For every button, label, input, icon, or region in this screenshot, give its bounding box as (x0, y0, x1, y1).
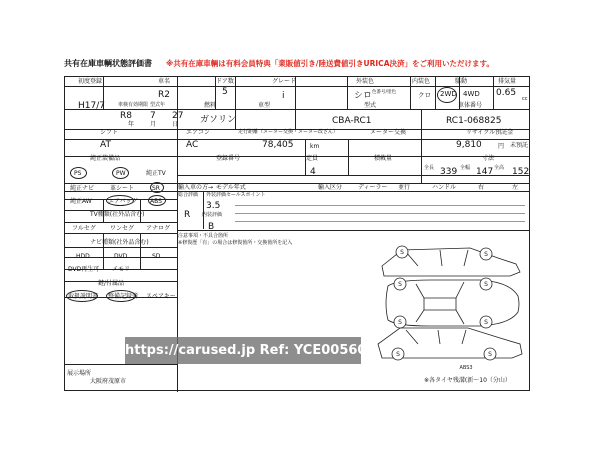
label-shift: シフト (100, 129, 119, 136)
value-drive-4wd: 4WD (463, 90, 480, 98)
label-notes: 注意事項・不具合箇所 (178, 233, 229, 239)
value-inspection-day: 27 (172, 111, 184, 121)
label-load: 積載量 (374, 155, 393, 162)
label-import-class: 輸入区分 (318, 184, 343, 191)
label-ac: エアコン (186, 129, 210, 136)
report-title: 共有在庫車輌状態評価書 (64, 59, 152, 68)
label-equipment: 純正装備品 (90, 155, 121, 162)
label-car-name: 車名 (158, 78, 171, 85)
label-body-type: 車型 (258, 102, 271, 109)
label-dims: 寸法 (482, 155, 495, 162)
equip-abs: ABS (150, 198, 162, 205)
key-record: 整備記録簿 (108, 293, 139, 300)
navi-hdd: HDD (76, 253, 90, 260)
label-display: 展示場所 (67, 370, 92, 377)
equip-ps: PS (74, 170, 82, 177)
label-handle: ハンドル (432, 184, 457, 191)
label-import-type: 輸入車の方→ (178, 184, 214, 191)
value-recycle-unit: 円 (498, 143, 505, 150)
tv-one: ワンセグ (110, 225, 135, 232)
label-inspection: 車検有効期限 (118, 102, 149, 108)
tire-mark-3: S (398, 281, 402, 288)
label-tv-types: TV種類(社外品含む) (90, 211, 145, 218)
value-grade: i (282, 91, 285, 101)
value-displacement-unit: cc (522, 96, 528, 102)
member-notice: ※共有在庫車輌は有料会員特典「業販値引き/陸送費値引きURICA決済」をご利用いただけます。 (166, 59, 494, 68)
tv-full: フルセグ (72, 225, 96, 232)
label-doors: ドア数 (216, 78, 234, 85)
value-model: CBA-RC1 (332, 116, 372, 126)
tire-mark-2: S (484, 251, 488, 258)
key-spare: スペアキー (146, 293, 176, 300)
label-ext-eval: 外装評価 (206, 192, 227, 198)
label-first-reg: 初度登録 (78, 78, 103, 85)
label-unit-yen: 未預託 (510, 142, 529, 149)
label-dealer: ディーラー (358, 184, 388, 191)
value-fuel: ガソリン (200, 115, 237, 125)
value-inspection-era: R8 (120, 111, 132, 121)
label-right: 右 (478, 184, 485, 191)
label-grade: グレード (272, 78, 297, 85)
label-drive: 駆動 (455, 78, 468, 85)
value-ac: AC (186, 140, 199, 150)
label-month-suffix: 月 (150, 121, 157, 128)
label-model-year: 型式年 (150, 102, 166, 108)
label-mileage: 走行距離（メーター交換・メーター改ざん） (238, 129, 339, 135)
value-inspection-month: 7 (150, 111, 156, 121)
value-dim-length: 339 (440, 167, 458, 177)
value-doors: 5 (222, 87, 228, 97)
key-manual: 取扱説明書 (68, 293, 99, 300)
value-displacement: 0.65 (496, 88, 517, 98)
label-fuel: 燃料 (204, 102, 217, 109)
label-int-eval: 内装評価 (202, 212, 223, 218)
abs-damage-label: ABS3 (459, 365, 473, 371)
tire-mark-1: S (400, 249, 404, 256)
label-model: 型式 (364, 102, 377, 109)
value-capacity: 4 (310, 167, 316, 177)
label-ext-color: 外装色 (356, 78, 375, 85)
equip-airbag: エアバッグ (108, 198, 138, 205)
value-dim-width: 147 (476, 167, 494, 177)
label-dim-height: 全高 (494, 165, 505, 171)
tire-mark-5: S (398, 319, 402, 326)
label-recycle-fee: リサイクル預託金 (466, 129, 514, 136)
value-drive-2wd: 2WD (440, 90, 457, 98)
label-reg-no: 登録番号 (216, 155, 241, 162)
value-ext-color: シロ (354, 91, 373, 101)
label-int-color: 内装色 (412, 78, 431, 85)
label-left: 左 (512, 184, 519, 191)
equip-tv: 純正TV (146, 170, 166, 177)
value-ext-eval: R (184, 210, 191, 220)
tire-mark-4: S (484, 281, 488, 288)
tire-mark-8: S (488, 351, 492, 358)
tire-mark-6: S (484, 319, 488, 326)
label-capacity: 定員 (306, 155, 319, 162)
label-year-suffix: 年 (128, 121, 135, 128)
label-color-no: 色番号/塗色 (372, 90, 397, 95)
value-eval-score: 3.5 (206, 201, 221, 211)
equip-sr: SR (152, 185, 160, 192)
label-note-detail: ※修復歴「有」の場合は修復箇所・交換箇所を記入 (178, 240, 293, 246)
label-model-change: モデル年式 (216, 184, 246, 191)
label-day-suffix: 日 (172, 121, 179, 128)
value-int-color: クロ (418, 91, 431, 99)
value-car-name: R2 (158, 90, 170, 100)
label-tire-note: ※各タイヤ残溝(新～10（分山） (424, 377, 511, 384)
navi-sd: SD (152, 253, 161, 260)
value-int-eval: B (208, 222, 215, 232)
navi-dvd: DVD (114, 253, 128, 260)
vehicle-damage-diagram (360, 236, 530, 386)
equip-navi: 純正ナビ (70, 185, 95, 192)
label-eval-score: 総合評価 (178, 192, 199, 198)
tv-analog: アナログ (146, 225, 171, 232)
equip-pw: PW (116, 170, 126, 177)
label-meter-exchange: メーター交換 (370, 129, 407, 136)
navi-memory: メモリ (112, 266, 131, 273)
value-display: 大阪府茂原市 (90, 378, 127, 385)
value-first-reg: H17/7 (78, 101, 105, 111)
label-parallel: 並行 (398, 184, 411, 191)
label-keys: 鍵/付属品 (98, 280, 125, 287)
value-dim-height: 152 (512, 167, 530, 177)
value-chassis-no: RC1-068825 (446, 116, 502, 126)
value-recycle-fee: 9,810 (456, 140, 482, 150)
label-displacement: 排気量 (498, 78, 517, 85)
value-mileage: 78,405 (262, 140, 294, 150)
navi-dvd-play: DVD再生可 (68, 266, 100, 273)
label-chassis-no: 車体番号 (458, 102, 483, 109)
label-dim-length: 全長 (424, 165, 435, 171)
equip-leather: 革シート (110, 185, 135, 192)
ref-watermark: https://carused.jp Ref: YCE00560 (125, 337, 361, 364)
label-navi-types: ナビ種類(社外品含む) (90, 239, 149, 246)
value-mileage-unit: km (310, 143, 320, 150)
label-seller-point: セールスポイント (226, 192, 266, 198)
equip-aw: 純正AW (70, 198, 92, 205)
value-shift: AT (100, 140, 111, 150)
tire-mark-7: S (396, 351, 400, 358)
label-dim-width: 全幅 (460, 165, 471, 171)
